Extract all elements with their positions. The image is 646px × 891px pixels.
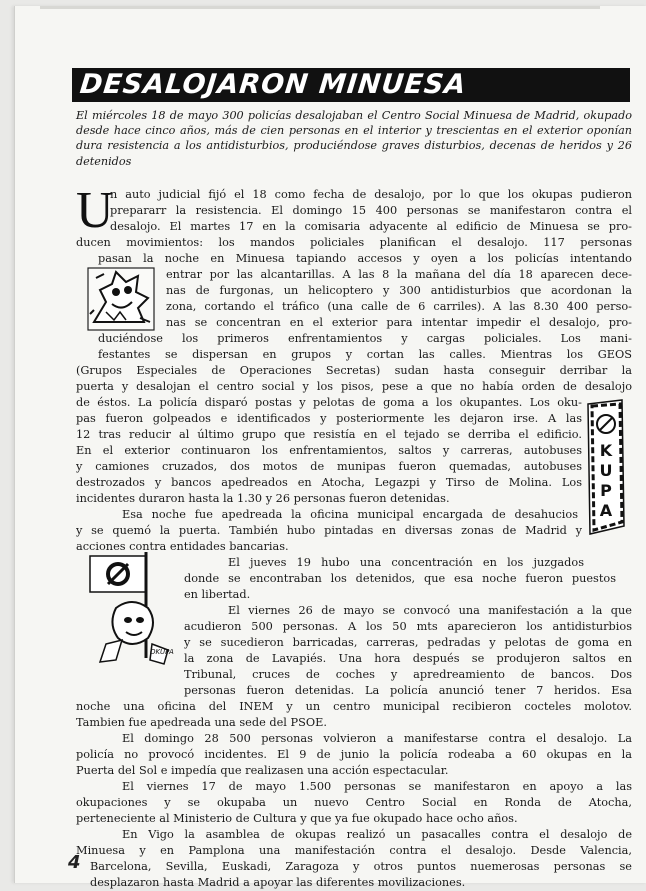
body-line: Minuesa y en Pamplona una manifestación contra el desalojo. Desde Valencia, xyxy=(76,844,632,857)
body-line: prepararr la resistencia. El domingo 15 400 personas se manifestaron contra el xyxy=(110,204,632,217)
creature-illustration xyxy=(86,262,158,334)
drop-cap: U xyxy=(76,182,114,239)
body-line: perteneciente al Ministerio de Cultura y que ya fue okupado hace ocho años. xyxy=(76,812,518,825)
page-edge xyxy=(40,6,600,9)
svg-text:P: P xyxy=(600,481,612,500)
body-line: donde se encontraban los detenidos, que esa noche fueron puestos xyxy=(184,572,616,585)
squatter-flag-illustration xyxy=(86,548,176,668)
body-line: puerta y desalojan el centro social y los pisos, pese a que no había orden de desalojo xyxy=(76,380,632,393)
body-line: incidentes duraron hasta la 1.30 y 26 personas fueron detenidas. xyxy=(76,492,450,505)
svg-text:U: U xyxy=(599,461,613,480)
body-line: duciéndose los primeros enfrentamientos y cargas policiales. Los mani- xyxy=(98,332,632,345)
svg-text:A: A xyxy=(599,501,613,520)
body-line: n auto judicial fijó el 18 como fecha de desalojo, por lo que los okupas pudieron xyxy=(110,188,632,201)
body-line: nas de furgonas, un helicoptero y 300 antidisturbios que acordonan la xyxy=(166,284,632,297)
page-number: 4 xyxy=(68,852,81,873)
body-line: Tambien fue apedreada una sede del PSOE. xyxy=(76,716,327,729)
body-line: 12 tras reducir al último grupo que resistía en el tejado se derriba el edificio. xyxy=(76,428,582,441)
body-line: entrar por las alcantarillas. A las 8 la mañana del día 18 aparecen dece- xyxy=(166,268,632,281)
headline-bar xyxy=(72,68,630,102)
lead-paragraph: El miércoles 18 de mayo 300 policías desalojaban el Centro Social Minuesa de Madrid, okupado desde hace cinco años, más de cien personas en el interior y trescientas en el exterior oponían dura resistencia a los antidisturbios, produciéndose graves disturbios, decenas de heridos y 26 detenidos xyxy=(76,109,632,168)
body-line: (Grupos Especiales de Operaciones Secretas) sudan hasta conseguir derribar la xyxy=(76,364,632,377)
body-line: Barcelona, Sevilla, Euskadi, Zaragoza y otros puntos nuemerosas personas se xyxy=(90,860,632,873)
body-line: personas fueron detenidas. La policía anunció tener 7 heridos. Esa xyxy=(184,684,632,697)
illustration-signature: OKUPA xyxy=(150,648,174,656)
body-line: Puerta del Sol e impedía que realizasen una acción espectacular. xyxy=(76,764,449,777)
body-line: y camiones cruzados, dos motos de munipas fueron quemadas, autobuses xyxy=(76,460,582,473)
okupa-banner-illustration xyxy=(582,398,628,538)
body-line: zona, cortando el tráfico (una calle de 6 carriles). A las 8.30 400 perso- xyxy=(166,300,632,313)
body-line: El viernes 17 de mayo 1.500 personas se manifestaron en apoyo a las xyxy=(122,780,632,793)
body-line: festantes se dispersan en grupos y cortan las calles. Mientras los GEOS xyxy=(98,348,632,361)
body-line: acciones contra entidades bancarias. xyxy=(76,540,289,553)
body-line: y se quemó la puerta. También hubo pintadas en diversas zonas de Madrid y xyxy=(76,524,582,537)
body-line: desalojo. El martes 17 en la comisaria adyacente al edificio de Minuesa se pro- xyxy=(110,220,632,233)
body-line: policía no provocó incidentes. El 9 de junio la policía rodeaba a 60 okupas en la xyxy=(76,748,632,761)
svg-text:K: K xyxy=(599,441,613,460)
body-line: y se sucedieron barricadas, carreras, pedradas y pelotas de goma en xyxy=(184,636,632,649)
body-line: En Vigo la asamblea de okupas realizó un pasacalles contra el desalojo de xyxy=(122,828,632,841)
body-line: Esa noche fue apedreada la oficina municipal encargada de desahucios xyxy=(122,508,578,521)
body-line: Tribunal, cruces de coches y apredreamiento de bancos. Dos xyxy=(184,668,632,681)
body-line: El jueves 19 hubo una concentración en los juzgados xyxy=(228,556,584,569)
body-line: El viernes 26 de mayo se convocó una manifestación a la que xyxy=(228,604,632,617)
body-line: El domingo 28 500 personas volvieron a manifestarse contra el desalojo. La xyxy=(122,732,632,745)
body-line: ducen movimientos: los mandos policiales planifican el desalojo. 117 personas xyxy=(76,236,632,249)
body-line: pasan la noche en Minuesa tapiando accesos y oyen a los policías intentando xyxy=(98,252,632,265)
body-line: destrozados y bancos apedreados en Atocha, Legazpi y Tirso de Molina. Los xyxy=(76,476,582,489)
headline-title: DESALOJARON MINUESA xyxy=(78,69,468,100)
body-line: noche una oficina del INEM y un centro municipal recibieron cocteles molotov. xyxy=(76,700,632,713)
body-line: desplazaron hasta Madrid a apoyar las diferentes movilizaciones. xyxy=(90,876,466,889)
body-line: acudieron 500 personas. A los 50 mts aparecieron los antidisturbios xyxy=(184,620,632,633)
body-line: en libertad. xyxy=(184,588,251,601)
body-line: de éstos. La policía disparó postas y pelotas de goma a los okupantes. Los oku- xyxy=(76,396,582,409)
body-line: nas se concentran en el exterior para intentar impedir el desalojo, pro- xyxy=(166,316,632,329)
body-line: En el exterior continuaron los enfrentamientos, saltos y carreras, autobuses xyxy=(76,444,582,457)
body-line: la zona de Lavapiés. Una hora después se produjeron saltos en xyxy=(184,652,632,665)
body-line: pas fueron golpeados e identificados y posteriormente les dejaron irse. A las xyxy=(76,412,582,425)
body-line: okupaciones y se okupaba un nuevo Centro Social en Ronda de Atocha, xyxy=(76,796,632,809)
